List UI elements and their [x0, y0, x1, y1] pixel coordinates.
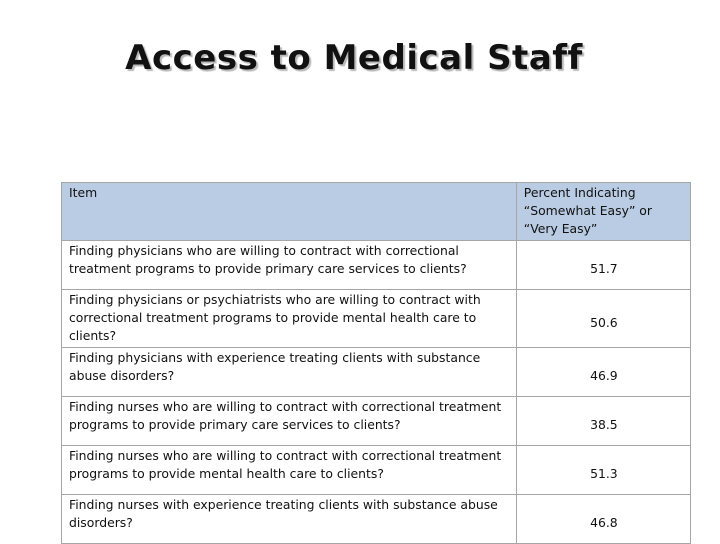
- table-row: [62, 241, 691, 290]
- table-row: [62, 348, 691, 397]
- row-value: 51.3: [516, 446, 690, 495]
- row-item-text: Finding nurses who are willing to contract with correctional treatment programs to provide primary care services to clients?: [62, 397, 517, 446]
- survey-table: [61, 182, 691, 544]
- row-item-text: Finding nurses who are willing to contract with correctional treatment programs to provide mental health care to clients?: [62, 446, 517, 495]
- row-value: 51.7: [516, 241, 690, 290]
- table-row: [62, 495, 691, 544]
- table-row: [62, 397, 691, 446]
- table-row: [62, 446, 691, 495]
- header-percent: Percent Indicating “Somewhat Easy” or “Very Easy”: [516, 183, 690, 241]
- table-header: [62, 183, 691, 241]
- row-value: 46.9: [516, 348, 690, 397]
- row-value: 38.5: [516, 397, 690, 446]
- table-body: [62, 241, 691, 544]
- row-value: 46.8: [516, 495, 690, 544]
- header-item: Item: [62, 183, 517, 241]
- row-item-text: Finding physicians who are willing to contract with correctional treatment programs to provide primary care services to clients?: [62, 241, 517, 290]
- row-item-text: Finding physicians with experience treating clients with substance abuse disorders?: [62, 348, 517, 397]
- header-row: [62, 183, 691, 241]
- row-value: 50.6: [516, 290, 690, 348]
- row-item-text: Finding physicians or psychiatrists who are willing to contract with correctional treatment programs to provide mental health care to clients?: [62, 290, 517, 348]
- page-title: Access to Medical Staff: [125, 38, 583, 78]
- row-item-text: Finding nurses with experience treating clients with substance abuse disorders?: [62, 495, 517, 544]
- table-row: [62, 290, 691, 348]
